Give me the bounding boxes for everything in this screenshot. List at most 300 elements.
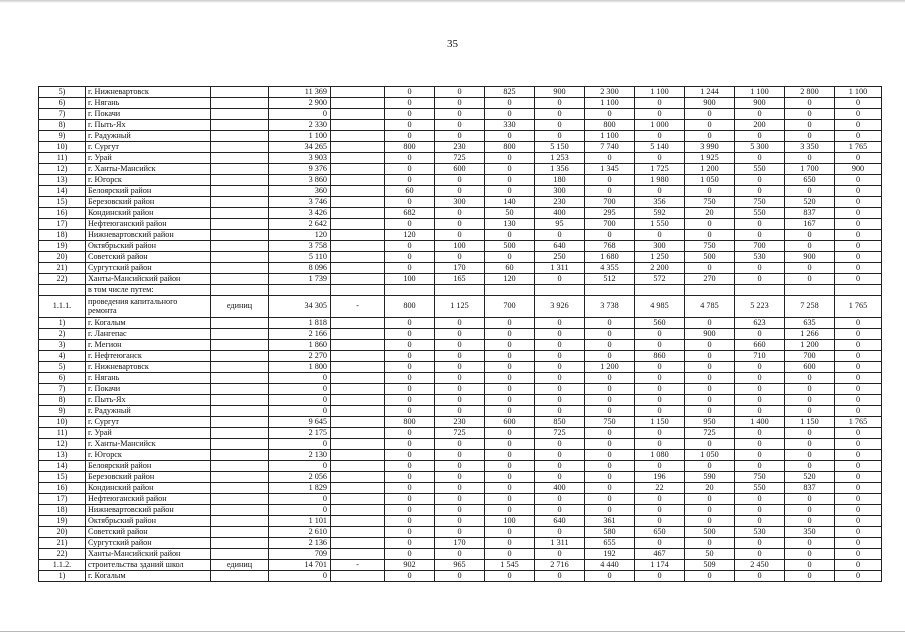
year-value-cell: 0: [685, 439, 735, 450]
year-value-cell: 520: [785, 197, 835, 208]
row-name-cell: проведения капитального ремонта: [86, 296, 211, 318]
total-cell: 0: [269, 373, 331, 384]
year-value-cell: 1 080: [635, 450, 685, 461]
year-value-cell: 1 253: [535, 153, 585, 164]
table-row: [39, 208, 882, 219]
year-value-cell: 0: [735, 373, 785, 384]
year-value-cell: 500: [685, 527, 735, 538]
year-value-cell: 0: [385, 175, 435, 186]
row-number-cell: 8): [39, 395, 86, 406]
base-value-cell: [331, 153, 385, 164]
row-name-cell: Сургутский район: [86, 538, 211, 549]
year-value-cell: 1 174: [635, 560, 685, 571]
year-value-cell: 0: [385, 87, 435, 98]
year-value-cell: 0: [385, 164, 435, 175]
year-value-cell: 0: [535, 329, 585, 340]
base-value-cell: [331, 120, 385, 131]
year-value-cell: 0: [435, 98, 485, 109]
year-value-cell: 0: [585, 230, 635, 241]
year-value-cell: 0: [435, 395, 485, 406]
year-value-cell: 0: [685, 109, 735, 120]
total-cell: 1 829: [269, 483, 331, 494]
year-value-cell: 0: [835, 527, 882, 538]
year-value-cell: 0: [385, 395, 435, 406]
year-value-cell: 1 100: [585, 98, 635, 109]
year-value-cell: 800: [385, 417, 435, 428]
year-value-cell: 0: [785, 439, 835, 450]
unit-cell: [211, 516, 269, 527]
base-value-cell: [331, 450, 385, 461]
row-number-cell: 15): [39, 197, 86, 208]
year-value-cell: 2 800: [785, 87, 835, 98]
year-value-cell: 0: [635, 505, 685, 516]
row-name-cell: Советский район: [86, 527, 211, 538]
base-value-cell: [331, 406, 385, 417]
row-number-cell: 13): [39, 450, 86, 461]
base-value-cell: -: [331, 560, 385, 571]
row-number-cell: 1.1.2.: [39, 560, 86, 571]
year-value-cell: 1 050: [685, 175, 735, 186]
row-number-cell: 14): [39, 186, 86, 197]
row-name-cell: строительства зданий школ: [86, 560, 211, 571]
year-value-cell: 356: [635, 197, 685, 208]
year-value-cell: 0: [385, 516, 435, 527]
year-value-cell: 0: [785, 395, 835, 406]
row-number-cell: 10): [39, 417, 86, 428]
unit-cell: [211, 318, 269, 329]
row-name-cell: г. Радужный: [86, 406, 211, 417]
row-name-cell: г. Нягань: [86, 373, 211, 384]
total-cell: 1 101: [269, 516, 331, 527]
total-cell: 360: [269, 186, 331, 197]
year-value-cell: 196: [635, 472, 685, 483]
year-value-cell: 682: [385, 208, 435, 219]
total-cell: 2 130: [269, 450, 331, 461]
year-value-cell: 0: [385, 241, 435, 252]
year-value-cell: 5 150: [535, 142, 585, 153]
table-row: [39, 494, 882, 505]
unit-cell: единиц: [211, 560, 269, 571]
row-number-cell: 22): [39, 549, 86, 560]
year-value-cell: 0: [435, 340, 485, 351]
unit-cell: [211, 329, 269, 340]
row-number-cell: 6): [39, 98, 86, 109]
unit-cell: [211, 461, 269, 472]
base-value-cell: [331, 439, 385, 450]
year-value-cell: 650: [635, 527, 685, 538]
year-value-cell: 0: [435, 549, 485, 560]
table-row: [39, 164, 882, 175]
row-name-cell: Нефтеюганский район: [86, 494, 211, 505]
year-value-cell: 0: [835, 351, 882, 362]
row-name-cell: г. Урай: [86, 428, 211, 439]
year-value-cell: 0: [385, 450, 435, 461]
year-value-cell: 0: [735, 406, 785, 417]
table-row: [39, 197, 882, 208]
row-name-cell: Белоярский район: [86, 461, 211, 472]
year-value-cell: 1 200: [785, 340, 835, 351]
base-value-cell: [331, 230, 385, 241]
year-value-cell: 592: [635, 208, 685, 219]
year-value-cell: [835, 285, 882, 296]
year-value-cell: 0: [385, 527, 435, 538]
year-value-cell: [435, 285, 485, 296]
row-name-cell: г. Радужный: [86, 131, 211, 142]
year-value-cell: 0: [435, 208, 485, 219]
year-value-cell: 230: [435, 417, 485, 428]
year-value-cell: 0: [685, 494, 735, 505]
table-row: [39, 406, 882, 417]
year-value-cell: 300: [535, 186, 585, 197]
year-value-cell: 0: [635, 109, 685, 120]
row-name-cell: г. Мегион: [86, 340, 211, 351]
year-value-cell: 50: [685, 549, 735, 560]
row-name-cell: г. Сургут: [86, 417, 211, 428]
year-value-cell: 20: [685, 208, 735, 219]
unit-cell: [211, 120, 269, 131]
year-value-cell: 590: [685, 472, 735, 483]
unit-cell: [211, 208, 269, 219]
base-value-cell: [331, 505, 385, 516]
year-value-cell: 400: [535, 483, 585, 494]
year-value-cell: 0: [385, 98, 435, 109]
table-row: [39, 351, 882, 362]
row-name-cell: в том числе путем:: [86, 285, 211, 296]
total-cell: 1 739: [269, 274, 331, 285]
year-value-cell: 7 740: [585, 142, 635, 153]
year-value-cell: 0: [785, 98, 835, 109]
year-value-cell: 0: [735, 131, 785, 142]
year-value-cell: 0: [385, 252, 435, 263]
year-value-cell: 0: [685, 516, 735, 527]
year-value-cell: 0: [485, 153, 535, 164]
row-name-cell: г. Урай: [86, 153, 211, 164]
year-value-cell: 0: [535, 230, 585, 241]
year-value-cell: 0: [585, 351, 635, 362]
row-name-cell: г. Пыть-Ях: [86, 120, 211, 131]
total-cell: 1 860: [269, 340, 331, 351]
table-row: [39, 186, 882, 197]
year-value-cell: 0: [485, 439, 535, 450]
unit-cell: [211, 142, 269, 153]
row-number-cell: 16): [39, 208, 86, 219]
table-row: [39, 263, 882, 274]
base-value-cell: [331, 98, 385, 109]
table-row: [39, 384, 882, 395]
year-value-cell: 0: [685, 131, 735, 142]
table-row: [39, 571, 882, 582]
total-cell: 9 645: [269, 417, 331, 428]
year-value-cell: 0: [435, 219, 485, 230]
row-number-cell: 17): [39, 494, 86, 505]
year-value-cell: 0: [635, 153, 685, 164]
row-number-cell: 12): [39, 164, 86, 175]
unit-cell: [211, 197, 269, 208]
total-cell: 0: [269, 406, 331, 417]
total-cell: 3 746: [269, 197, 331, 208]
year-value-cell: 0: [735, 175, 785, 186]
year-value-cell: 0: [685, 505, 735, 516]
year-value-cell: 0: [385, 406, 435, 417]
total-cell: 34 305: [269, 296, 331, 318]
year-value-cell: 4 355: [585, 263, 635, 274]
year-value-cell: 0: [385, 494, 435, 505]
unit-cell: [211, 384, 269, 395]
year-value-cell: 230: [535, 197, 585, 208]
row-name-cell: г. Когалым: [86, 571, 211, 582]
year-value-cell: 0: [485, 384, 535, 395]
unit-cell: [211, 571, 269, 582]
year-value-cell: 900: [785, 252, 835, 263]
year-value-cell: 0: [735, 395, 785, 406]
unit-cell: [211, 230, 269, 241]
row-name-cell: Белоярский район: [86, 186, 211, 197]
year-value-cell: 0: [385, 428, 435, 439]
year-value-cell: 0: [835, 153, 882, 164]
unit-cell: [211, 439, 269, 450]
base-value-cell: [331, 109, 385, 120]
year-value-cell: 0: [685, 219, 735, 230]
base-value-cell: [331, 373, 385, 384]
year-value-cell: 0: [385, 362, 435, 373]
year-value-cell: [685, 285, 735, 296]
year-value-cell: 0: [835, 483, 882, 494]
year-value-cell: 0: [435, 120, 485, 131]
year-value-cell: 0: [385, 384, 435, 395]
year-value-cell: 950: [685, 417, 735, 428]
year-value-cell: 700: [585, 197, 635, 208]
year-value-cell: 0: [585, 186, 635, 197]
year-value-cell: 500: [685, 252, 735, 263]
unit-cell: [211, 274, 269, 285]
year-value-cell: 0: [785, 274, 835, 285]
year-value-cell: 270: [685, 274, 735, 285]
row-name-cell: г. Нефтеюганск: [86, 351, 211, 362]
total-cell: 0: [269, 395, 331, 406]
year-value-cell: 650: [785, 175, 835, 186]
year-value-cell: 0: [735, 362, 785, 373]
year-value-cell: 0: [435, 516, 485, 527]
total-cell: 2 642: [269, 219, 331, 230]
row-number-cell: 12): [39, 439, 86, 450]
row-name-cell: Сургутский район: [86, 263, 211, 274]
year-value-cell: 0: [835, 219, 882, 230]
unit-cell: [211, 219, 269, 230]
year-value-cell: 0: [635, 186, 685, 197]
year-value-cell: 0: [785, 505, 835, 516]
year-value-cell: 0: [385, 219, 435, 230]
row-name-cell: Кондинский район: [86, 208, 211, 219]
year-value-cell: 0: [635, 362, 685, 373]
year-value-cell: 0: [735, 516, 785, 527]
year-value-cell: 623: [735, 318, 785, 329]
year-value-cell: 1 100: [585, 131, 635, 142]
year-value-cell: 0: [535, 571, 585, 582]
row-number-cell: 21): [39, 538, 86, 549]
total-cell: 2 175: [269, 428, 331, 439]
row-number-cell: 18): [39, 505, 86, 516]
year-value-cell: 0: [435, 87, 485, 98]
year-value-cell: 0: [535, 340, 585, 351]
year-value-cell: 0: [585, 483, 635, 494]
year-value-cell: 0: [385, 197, 435, 208]
year-value-cell: 0: [485, 362, 535, 373]
year-value-cell: 0: [385, 329, 435, 340]
year-value-cell: 330: [485, 120, 535, 131]
year-value-cell: 850: [535, 417, 585, 428]
table-row: [39, 120, 882, 131]
year-value-cell: 0: [785, 384, 835, 395]
row-name-cell: г. Югорск: [86, 450, 211, 461]
year-value-cell: 0: [835, 208, 882, 219]
total-cell: 11 369: [269, 87, 331, 98]
total-cell: 5 110: [269, 252, 331, 263]
total-cell: 120: [269, 230, 331, 241]
year-value-cell: 0: [835, 274, 882, 285]
year-value-cell: 902: [385, 560, 435, 571]
year-value-cell: 0: [485, 109, 535, 120]
row-number-cell: 19): [39, 516, 86, 527]
year-value-cell: 560: [635, 318, 685, 329]
year-value-cell: 0: [385, 538, 435, 549]
year-value-cell: 0: [685, 406, 735, 417]
year-value-cell: 725: [435, 428, 485, 439]
total-cell: 2 610: [269, 527, 331, 538]
total-cell: 1 800: [269, 362, 331, 373]
year-value-cell: 0: [585, 329, 635, 340]
year-value-cell: 180: [535, 175, 585, 186]
base-value-cell: [331, 263, 385, 274]
table-row: [39, 153, 882, 164]
row-number-cell: 20): [39, 252, 86, 263]
year-value-cell: 0: [485, 318, 535, 329]
year-value-cell: 0: [535, 461, 585, 472]
row-name-cell: Октябрьский район: [86, 241, 211, 252]
year-value-cell: 0: [385, 505, 435, 516]
year-value-cell: 0: [735, 186, 785, 197]
row-number-cell: 8): [39, 120, 86, 131]
year-value-cell: 0: [535, 395, 585, 406]
year-value-cell: 0: [785, 241, 835, 252]
year-value-cell: 0: [535, 549, 585, 560]
year-value-cell: 800: [585, 120, 635, 131]
scan-bottom-edge: [0, 631, 905, 632]
year-value-cell: 0: [485, 406, 535, 417]
total-cell: 0: [269, 571, 331, 582]
year-value-cell: 0: [385, 373, 435, 384]
year-value-cell: 0: [735, 461, 785, 472]
year-value-cell: 0: [435, 175, 485, 186]
year-value-cell: 60: [385, 186, 435, 197]
base-value-cell: [331, 362, 385, 373]
row-name-cell: Нефтеюганский район: [86, 219, 211, 230]
year-value-cell: 0: [435, 450, 485, 461]
year-value-cell: 0: [435, 571, 485, 582]
table-row: [39, 549, 882, 560]
table-row: [39, 109, 882, 120]
base-value-cell: [331, 197, 385, 208]
year-value-cell: 0: [385, 461, 435, 472]
year-value-cell: 0: [785, 153, 835, 164]
year-value-cell: 0: [635, 406, 685, 417]
year-value-cell: 0: [735, 505, 785, 516]
year-value-cell: 0: [535, 439, 585, 450]
year-value-cell: 0: [735, 274, 785, 285]
year-value-cell: 0: [835, 472, 882, 483]
year-value-cell: 0: [685, 538, 735, 549]
year-value-cell: 0: [685, 362, 735, 373]
unit-cell: [211, 494, 269, 505]
year-value-cell: 0: [785, 428, 835, 439]
year-value-cell: 1 150: [785, 417, 835, 428]
year-value-cell: 0: [435, 351, 485, 362]
year-value-cell: 0: [835, 362, 882, 373]
year-value-cell: 200: [735, 120, 785, 131]
year-value-cell: 0: [585, 494, 635, 505]
year-value-cell: 0: [685, 571, 735, 582]
year-value-cell: 0: [435, 318, 485, 329]
year-value-cell: 192: [585, 549, 635, 560]
year-value-cell: 5 223: [735, 296, 785, 318]
row-number-cell: 7): [39, 384, 86, 395]
year-value-cell: 0: [435, 439, 485, 450]
year-value-cell: 0: [535, 120, 585, 131]
year-value-cell: 0: [435, 362, 485, 373]
year-value-cell: 700: [585, 219, 635, 230]
year-value-cell: 1 244: [685, 87, 735, 98]
year-value-cell: 0: [835, 571, 882, 582]
year-value-cell: 0: [635, 461, 685, 472]
row-number-cell: 17): [39, 219, 86, 230]
year-value-cell: 0: [635, 571, 685, 582]
year-value-cell: 750: [685, 241, 735, 252]
row-number-cell: 19): [39, 241, 86, 252]
year-value-cell: 0: [735, 384, 785, 395]
year-value-cell: 0: [585, 461, 635, 472]
unit-cell: [211, 417, 269, 428]
year-value-cell: 860: [635, 351, 685, 362]
year-value-cell: 0: [485, 472, 535, 483]
year-value-cell: 0: [485, 329, 535, 340]
row-name-cell: г. Югорск: [86, 175, 211, 186]
total-cell: 3 758: [269, 241, 331, 252]
year-value-cell: 725: [685, 428, 735, 439]
year-value-cell: 120: [385, 230, 435, 241]
year-value-cell: 1 150: [635, 417, 685, 428]
row-name-cell: г. Нижневартовск: [86, 87, 211, 98]
year-value-cell: 0: [685, 340, 735, 351]
year-value-cell: 0: [635, 340, 685, 351]
row-number-cell: 22): [39, 274, 86, 285]
base-value-cell: [331, 208, 385, 219]
year-value-cell: 0: [685, 230, 735, 241]
year-value-cell: 1 100: [635, 87, 685, 98]
year-value-cell: 0: [735, 230, 785, 241]
year-value-cell: 0: [785, 538, 835, 549]
year-value-cell: 0: [835, 549, 882, 560]
year-value-cell: 0: [435, 527, 485, 538]
year-value-cell: 0: [485, 505, 535, 516]
row-number-cell: 7): [39, 109, 86, 120]
year-value-cell: 0: [385, 109, 435, 120]
year-value-cell: 4 985: [635, 296, 685, 318]
year-value-cell: 0: [585, 505, 635, 516]
year-value-cell: 0: [435, 494, 485, 505]
row-number-cell: 9): [39, 406, 86, 417]
unit-cell: [211, 527, 269, 538]
year-value-cell: 0: [485, 230, 535, 241]
year-value-cell: 167: [785, 219, 835, 230]
